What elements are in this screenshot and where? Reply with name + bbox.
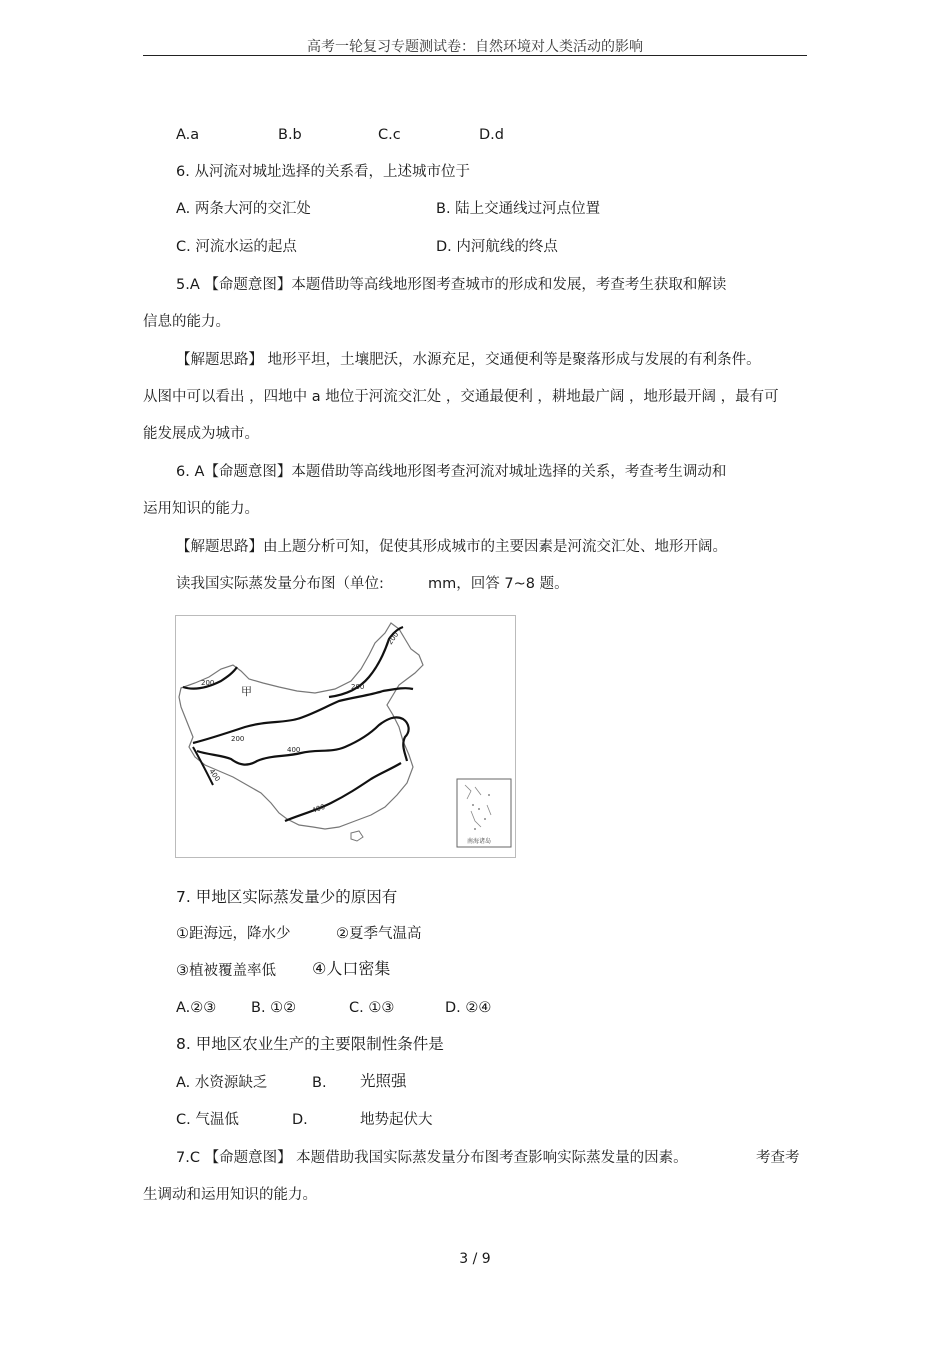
answer-7-intent: 7.C 【命题意图】 本题借助我国实际蒸发量分布图考查影响实际蒸发量的因素。 [176, 1150, 688, 1166]
q8-stem: 8. 甲地区农业生产的主要限制性条件是 [176, 1035, 444, 1053]
q7-statement-4: ④人口密集 [312, 959, 391, 978]
answer-7-intent-tail: 考查考 [756, 1150, 800, 1166]
q78-intro-part2: mm，回答 7~8 题。 [428, 576, 569, 592]
q5-option-d: D.d [479, 127, 504, 143]
isoline-label-200-d: 200 [386, 630, 401, 647]
inset-caption: 南海诸岛 [467, 838, 492, 845]
q6-option-b: B. 陆上交通线过河点位置 [436, 201, 601, 217]
q6-option-a: A. 两条大河的交汇处 [176, 201, 311, 217]
q7-option-a: A.②③ [176, 1000, 217, 1016]
q8-option-c: C. 气温低 [176, 1112, 239, 1128]
isoline-label-200-b: 200 [231, 735, 245, 743]
q5-option-a: A.a [176, 127, 200, 143]
q5-option-c: C.c [378, 127, 401, 143]
q6-option-d: D. 内河航线的终点 [436, 239, 558, 255]
answer-5-intent: 5.A 【命题意图】本题借助等高线地形图考查城市的形成和发展，考查考生获取和解读 [176, 277, 727, 293]
header-rule [143, 55, 807, 56]
isoline-label-400-a: 400 [207, 767, 222, 784]
q7-statement-2: ②夏季气温高 [336, 926, 422, 942]
q7-option-c: C. ①③ [349, 1000, 395, 1016]
q7-statement-1: ①距海远，降水少 [176, 926, 291, 942]
answer-6-intent: 6. A【命题意图】本题借助等高线地形图考查河流对城址选择的关系，考查考生调动和 [176, 464, 727, 480]
q8-option-b-label: B. [312, 1075, 327, 1091]
south-china-sea-inset [457, 779, 511, 847]
q78-intro-part1: 读我国实际蒸发量分布图（单位: [176, 576, 384, 592]
answer-6-reasoning: 【解题思路】由上题分析可知，促使其形成城市的主要因素是河流交汇处、地形开阔。 [176, 539, 727, 555]
answer-5-reasoning-cont: 从图中可以看出 ，四地中 a 地位于河流交汇处 ，交通最便利 ，耕地最广阔 ，地形最开阔 ，最有可 [143, 389, 779, 405]
answer-7-intent-cont: 生调动和运用知识的能力。 [143, 1187, 317, 1203]
q6-option-c: C. 河流水运的起点 [176, 239, 297, 255]
q7-statement-3: ③植被覆盖率低 [176, 963, 276, 979]
isoline-label-200-c: 200 [351, 683, 365, 691]
region-jia-label: 甲 [241, 685, 252, 698]
answer-5-reasoning: 【解题思路】 地形平坦，土壤肥沃，水源充足，交通便利等是聚落形成与发展的有利条件。 [176, 352, 761, 368]
isoline-label-400-b: 400 [287, 746, 301, 754]
q8-option-b-text: 光照强 [360, 1072, 407, 1090]
page-number: 3 / 9 [459, 1251, 491, 1267]
q8-option-d-label: D. [292, 1112, 308, 1128]
answer-6-intent-cont: 运用知识的能力。 [143, 501, 259, 517]
q6-stem: 6. 从河流对城址选择的关系看，上述城市位于 [176, 164, 470, 180]
isoline-label-200-a: 200 [201, 679, 215, 687]
q5-option-b: B.b [278, 127, 302, 143]
running-header: 高考一轮复习专题测试卷：自然环境对人类活动的影响 [307, 39, 643, 55]
answer-5-intent-cont: 信息的能力。 [143, 314, 230, 330]
answer-5-reasoning-end: 能发展成为城市。 [143, 426, 259, 442]
q7-stem: 7. 甲地区实际蒸发量少的原因有 [176, 888, 398, 906]
evaporation-map [175, 615, 516, 858]
q8-option-a: A. 水资源缺乏 [176, 1075, 268, 1091]
q8-option-d-text: 地势起伏大 [360, 1112, 433, 1128]
q7-option-b: B. ①② [251, 1000, 297, 1016]
q7-option-d: D. ②④ [445, 1000, 492, 1016]
isoline-label-400-c: 400 [310, 802, 327, 815]
